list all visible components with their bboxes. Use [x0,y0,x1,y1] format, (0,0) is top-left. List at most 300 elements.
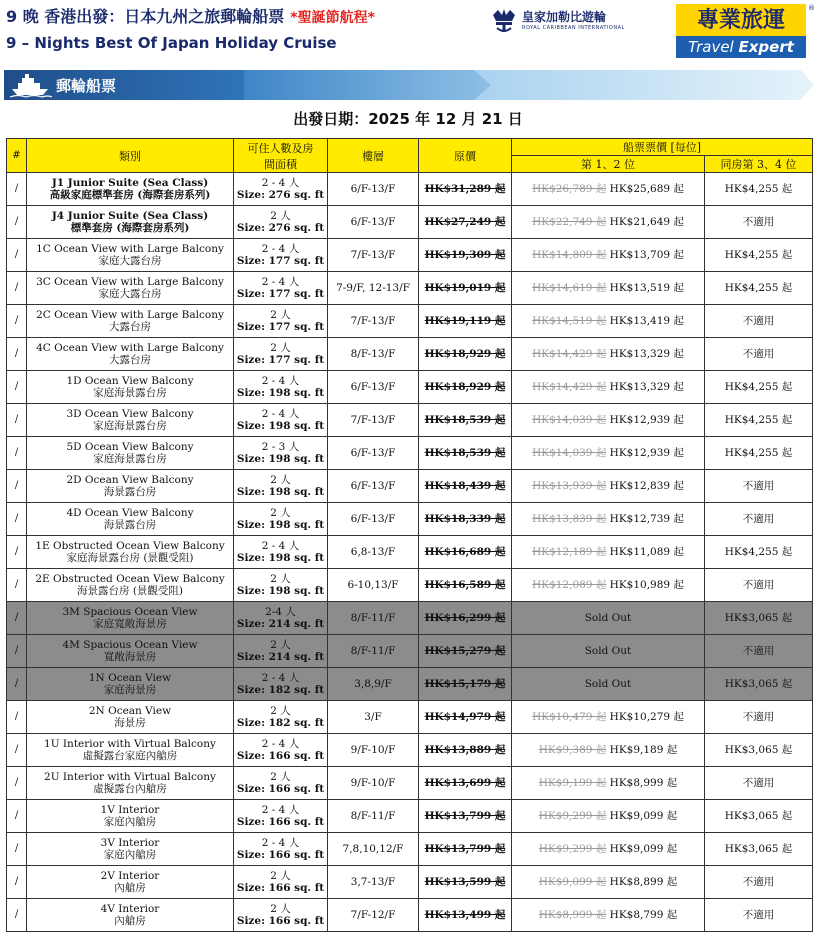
header-category: 類別 [27,139,234,173]
price-third-fourth: 不適用 [705,866,813,899]
row-hash: / [7,503,27,536]
sold-out-status: Sold Out [512,668,705,701]
row-hash: / [7,668,27,701]
deck-cell: 7/F-13/F [328,239,419,272]
original-price: HK$15,179 起 [419,668,512,701]
price-third-fourth: HK$4,255 起 [705,272,813,305]
capacity-cell [234,338,328,371]
cabin-name-en: 4C Ocean View with Large Balcony [36,342,224,354]
original-price: HK$18,539 起 [419,404,512,437]
deck-cell: 7/F-13/F [328,404,419,437]
cabin-name-en: 1N Ocean View [88,672,172,684]
cabin-size: Size: 214 sq. ft [236,651,325,663]
cabin-name-cn: 大露台房 [109,354,151,366]
price-third-fourth: HK$4,255 起 [705,437,813,470]
table-row [7,404,813,437]
occupancy: 2 - 4 人 [261,276,300,288]
row-hash: / [7,734,27,767]
cabin-name-en: 1D Ocean View Balcony [66,375,194,387]
now-price: HK$13,329 起 [609,381,684,393]
original-price: HK$13,499 起 [419,899,512,932]
cabin-name-en: 1C Ocean View with Large Balcony [36,243,224,255]
now-price: HK$13,419 起 [609,315,684,327]
deck-cell: 8/F-11/F [328,800,419,833]
now-price: HK$11,089 起 [609,546,684,558]
occupancy: 2 人 [270,507,291,519]
occupancy: 2 - 4 人 [261,375,300,387]
cabin-category [27,899,234,932]
was-price: HK$14,429 起 [532,348,607,360]
row-hash: / [7,206,27,239]
royal-caribbean-name: 皇家加勒比遊輪 [522,10,607,24]
cabin-category [27,371,234,404]
occupancy: 2 - 4 人 [261,243,300,255]
cabin-name-en: 2D Ocean View Balcony [66,474,194,486]
travel-expert-logo [676,4,806,58]
row-hash: / [7,371,27,404]
cabin-size: Size: 276 sq. ft [236,189,325,201]
price-first-two [512,734,705,767]
now-price: HK$8,999 起 [609,777,678,789]
cabin-name-en: 2V Interior [100,870,160,882]
cabin-size: Size: 166 sq. ft [236,750,325,762]
original-price: HK$13,699 起 [419,767,512,800]
occupancy: 2 人 [270,309,291,321]
cabin-name-cn: 家庭海景房 [103,684,157,696]
cabin-size: Size: 166 sq. ft [236,849,325,861]
was-price: HK$14,429 起 [532,381,607,393]
table-row [7,338,813,371]
original-price: HK$18,929 起 [419,338,512,371]
deck-cell: 9/F-10/F [328,734,419,767]
cabin-name-cn: 虛擬露台內艙房 [93,783,167,795]
deck-cell: 6/F-13/F [328,371,419,404]
royal-caribbean-subtitle: ROYAL CARIBBEAN INTERNATIONAL [522,25,625,31]
was-price: HK$14,039 起 [532,414,607,426]
was-price: HK$9,299 起 [538,843,607,855]
original-price: HK$18,539 起 [419,437,512,470]
capacity-cell [234,602,328,635]
cabin-name-cn: 家庭海景露台房 [93,387,167,399]
table-row [7,866,813,899]
table-row [7,206,813,239]
price-third-fourth: HK$4,255 起 [705,239,813,272]
original-price: HK$18,929 起 [419,371,512,404]
cabin-size: Size: 177 sq. ft [236,255,325,267]
header-original-price: 原價 [419,139,512,173]
cabin-name-cn: 家庭寬敞海景房 [93,618,167,630]
was-price: HK$13,939 起 [532,480,607,492]
table-row [7,635,813,668]
price-third-fourth: HK$4,255 起 [705,536,813,569]
cabin-category [27,701,234,734]
row-hash: / [7,602,27,635]
cabin-size: Size: 177 sq. ft [236,288,325,300]
cabin-name-cn: 家庭海景露台房 [93,420,167,432]
header-hash: # [7,139,27,173]
now-price: HK$12,839 起 [609,480,684,492]
deck-cell: 6/F-13/F [328,173,419,206]
price-third-fourth: 不適用 [705,206,813,239]
row-hash: / [7,767,27,800]
occupancy: 2 - 4 人 [261,672,300,684]
cabin-name-cn: 家庭大露台房 [98,255,162,267]
now-price: HK$12,739 起 [609,513,684,525]
was-price: HK$14,619 起 [532,282,607,294]
occupancy: 2 - 4 人 [261,540,300,552]
cabin-category [27,272,234,305]
cabin-category [27,503,234,536]
row-hash: / [7,437,27,470]
price-third-fourth: 不適用 [705,569,813,602]
price-third-fourth: 不適用 [705,701,813,734]
price-first-two [512,305,705,338]
travel-expert-en: Travel Expert [688,38,794,56]
deck-cell: 8/F-13/F [328,338,419,371]
title-cn: 9 晚 香港出發：日本九州之旅郵輪船票 [6,7,285,26]
table-row [7,833,813,866]
capacity-cell [234,173,328,206]
price-first-two [512,569,705,602]
capacity-cell [234,470,328,503]
cabin-name-en: 3V Interior [100,837,160,849]
deck-cell: 7/F-12/F [328,899,419,932]
price-third-fourth: HK$3,065 起 [705,800,813,833]
cabin-name-cn: 海景露台房 (景觀受阻) [76,585,184,597]
cabin-category [27,239,234,272]
cabin-name-cn: 高級家庭標準套房 (海際套房系列) [49,189,211,201]
table-row [7,305,813,338]
cabin-size: Size: 177 sq. ft [236,354,325,366]
cabin-name-en: 2U Interior with Virtual Balcony [44,771,216,783]
capacity-cell [234,767,328,800]
was-price: HK$14,039 起 [532,447,607,459]
price-third-fourth: HK$4,255 起 [705,371,813,404]
table-row [7,536,813,569]
table-row [7,899,813,932]
cabin-size: Size: 182 sq. ft [236,717,325,729]
cabin-category [27,866,234,899]
cabin-size: Size: 198 sq. ft [236,552,325,564]
was-price: HK$9,199 起 [538,777,607,789]
was-price: HK$12,089 起 [532,579,607,591]
capacity-cell [234,371,328,404]
cabin-category [27,635,234,668]
deck-cell: 8/F-11/F [328,602,419,635]
occupancy: 2 人 [270,210,291,222]
deck-cell: 9/F-10/F [328,767,419,800]
cabin-name-en: 4V Interior [100,903,160,915]
capacity-cell [234,866,328,899]
now-price: HK$9,099 起 [609,810,678,822]
was-price: HK$14,809 起 [532,249,607,261]
capacity-cell [234,899,328,932]
cabin-size: Size: 214 sq. ft [236,618,325,630]
cabin-name-en: 1U Interior with Virtual Balcony [44,738,216,750]
now-price: HK$21,649 起 [609,216,684,228]
cabin-category [27,470,234,503]
cabin-category [27,602,234,635]
row-hash: / [7,635,27,668]
table-row [7,602,813,635]
deck-cell: 8/F-11/F [328,635,419,668]
row-hash: / [7,800,27,833]
price-third-fourth: HK$3,065 起 [705,833,813,866]
deck-cell: 3,8,9/F [328,668,419,701]
was-price: HK$9,299 起 [538,810,607,822]
price-first-two [512,272,705,305]
cabin-name-cn: 海景房 [114,717,146,729]
cabin-size: Size: 198 sq. ft [236,585,325,597]
price-third-fourth: HK$3,065 起 [705,734,813,767]
deck-cell: 7/F-13/F [328,305,419,338]
cabin-category [27,767,234,800]
table-row [7,173,813,206]
table-row [7,668,813,701]
original-price: HK$13,799 起 [419,833,512,866]
royal-caribbean-logo [490,6,640,36]
cabin-category [27,338,234,371]
capacity-cell [234,833,328,866]
deck-cell: 6/F-13/F [328,437,419,470]
now-price: HK$12,939 起 [609,447,684,459]
occupancy: 2 人 [270,705,291,717]
cabin-name-en: J1 Junior Suite (Sea Class) [51,177,209,189]
header-capacity: 可住人數及房 間面積 [234,139,328,173]
occupancy: 2 - 4 人 [261,804,300,816]
table-row [7,503,813,536]
cabin-size: Size: 166 sq. ft [236,783,325,795]
price-first-two [512,206,705,239]
row-hash: / [7,470,27,503]
cabin-size: Size: 166 sq. ft [236,816,325,828]
table-row [7,239,813,272]
was-price: HK$26,789 起 [532,183,607,195]
row-hash: / [7,833,27,866]
now-price: HK$10,279 起 [609,711,684,723]
row-hash: / [7,305,27,338]
deck-cell: 6/F-13/F [328,206,419,239]
capacity-cell [234,536,328,569]
original-price: HK$18,339 起 [419,503,512,536]
price-first-two [512,536,705,569]
occupancy: 2 人 [270,474,291,486]
price-third-fourth: HK$4,255 起 [705,404,813,437]
occupancy: 2 人 [270,573,291,585]
deck-cell: 7,8,10,12/F [328,833,419,866]
original-price: HK$15,279 起 [419,635,512,668]
cabin-name-cn: 大露台房 [109,321,151,333]
price-third-fourth: 不適用 [705,767,813,800]
price-first-two [512,371,705,404]
departure-date: 出發日期：2025 年 12 月 21 日 [293,110,523,128]
deck-cell: 6,8-13/F [328,536,419,569]
price-first-two [512,437,705,470]
row-hash: / [7,404,27,437]
cabin-name-en: 2C Ocean View with Large Balcony [36,309,224,321]
capacity-cell [234,800,328,833]
was-price: HK$13,839 起 [532,513,607,525]
cabin-category [27,569,234,602]
original-price: HK$14,979 起 [419,701,512,734]
cabin-category [27,437,234,470]
now-price: HK$12,939 起 [609,414,684,426]
occupancy: 2 - 4 人 [261,837,300,849]
was-price: HK$14,519 起 [532,315,607,327]
capacity-cell [234,635,328,668]
original-price: HK$31,289 起 [419,173,512,206]
cabin-name-en: 1V Interior [100,804,160,816]
occupancy: 2 人 [270,771,291,783]
capacity-cell [234,503,328,536]
occupancy: 2 - 4 人 [261,738,300,750]
table-row [7,272,813,305]
capacity-cell [234,239,328,272]
cabin-size: Size: 198 sq. ft [236,486,325,498]
row-hash: / [7,272,27,305]
cabin-size: Size: 198 sq. ft [236,420,325,432]
original-price: HK$13,599 起 [419,866,512,899]
price-third-fourth: 不適用 [705,470,813,503]
cabin-size: Size: 177 sq. ft [236,321,325,333]
price-first-two [512,899,705,932]
banner-label: 郵輪船票 [56,77,117,95]
table-row [7,800,813,833]
fare-table [6,138,813,932]
row-hash: / [7,536,27,569]
now-price: HK$9,189 起 [609,744,678,756]
price-first-two [512,503,705,536]
table-row [7,470,813,503]
cabin-name-cn: 內艙房 [114,915,146,927]
table-row [7,734,813,767]
original-price: HK$18,439 起 [419,470,512,503]
was-price: HK$22,749 起 [532,216,607,228]
was-price: HK$9,099 起 [538,876,607,888]
cruise-ship-icon [8,72,52,98]
table-row [7,767,813,800]
table-row [7,701,813,734]
cabin-category [27,536,234,569]
original-price: HK$19,019 起 [419,272,512,305]
deck-cell: 6/F-13/F [328,470,419,503]
row-hash: / [7,866,27,899]
price-first-two [512,800,705,833]
cabin-name-cn: 內艙房 [114,882,146,894]
price-third-fourth: HK$3,065 起 [705,602,813,635]
deck-cell: 7-9/F, 12-13/F [328,272,419,305]
now-price: HK$10,989 起 [609,579,684,591]
price-third-fourth: 不適用 [705,305,813,338]
cabin-name-cn: 標準套房 (海際套房系列) [70,222,190,234]
table-row [7,569,813,602]
was-price: HK$9,389 起 [538,744,607,756]
cabin-name-cn: 海景露台房 [103,519,157,531]
sold-out-status: Sold Out [512,635,705,668]
cabin-category [27,206,234,239]
cabin-size: Size: 166 sq. ft [236,915,325,927]
was-price: HK$10,479 起 [532,711,607,723]
capacity-cell [234,569,328,602]
header-fare: 船票票價 [每位] [512,139,813,156]
price-first-two [512,701,705,734]
price-third-fourth: 不適用 [705,899,813,932]
price-first-two [512,833,705,866]
capacity-cell [234,272,328,305]
occupancy: 2 - 3 人 [261,441,300,453]
cabin-category [27,668,234,701]
original-price: HK$16,299 起 [419,602,512,635]
price-third-fourth: 不適用 [705,338,813,371]
occupancy: 2 人 [270,903,291,915]
occupancy: 2 - 4 人 [261,177,300,189]
cabin-name-cn: 虛擬露台家庭內艙房 [82,750,178,762]
occupancy: 2 人 [270,639,291,651]
price-third-fourth: 不適用 [705,635,813,668]
section-banner [4,70,814,100]
cabin-name-en: 2E Obstructed Ocean View Balcony [35,573,225,585]
page-subtitle: 9 – Nights Best Of Japan Holiday Cruise [6,34,337,52]
header-third-fourth: 同房第 3、4 位 [705,156,813,173]
sold-out-status: Sold Out [512,602,705,635]
price-first-two [512,404,705,437]
original-price: HK$19,309 起 [419,239,512,272]
cabin-size: Size: 198 sq. ft [236,453,325,465]
christmas-tag: *聖誕節航程* [290,10,375,26]
cabin-size: Size: 198 sq. ft [236,387,325,399]
row-hash: / [7,173,27,206]
cabin-name-cn: 海景露台房 [103,486,157,498]
cabin-name-en: 5D Ocean View Balcony [66,441,194,453]
original-price: HK$16,689 起 [419,536,512,569]
cabin-name-en: 4D Ocean View Balcony [66,507,194,519]
now-price: HK$8,899 起 [609,876,678,888]
original-price: HK$13,799 起 [419,800,512,833]
cabin-size: Size: 276 sq. ft [236,222,325,234]
capacity-cell [234,701,328,734]
row-hash: / [7,569,27,602]
capacity-cell [234,404,328,437]
deck-cell: 3/F [328,701,419,734]
cabin-size: Size: 182 sq. ft [236,684,325,696]
cabin-category [27,404,234,437]
cabin-name-cn: 家庭海景露台房 (景觀受阻) [66,552,194,564]
occupancy: 2 人 [270,342,291,354]
deck-cell: 3,7-13/F [328,866,419,899]
cabin-name-cn: 家庭內艙房 [103,849,157,861]
crown-anchor-icon [490,6,518,34]
price-third-fourth: 不適用 [705,503,813,536]
travel-expert-cn: 專業旅運 [676,4,806,36]
was-price: HK$12,189 起 [532,546,607,558]
table-row [7,437,813,470]
page-title [6,4,375,27]
capacity-cell [234,305,328,338]
cabin-name-en: 1E Obstructed Ocean View Balcony [35,540,225,552]
cabin-category [27,734,234,767]
cabin-category [27,305,234,338]
capacity-cell [234,734,328,767]
row-hash: / [7,239,27,272]
registered-mark: ® [808,4,815,12]
header-deck: 樓層 [328,139,419,173]
cabin-name-en: 4M Spacious Ocean View [62,639,198,651]
now-price: HK$13,519 起 [609,282,684,294]
cabin-category [27,173,234,206]
cabin-name-cn: 家庭海景露台房 [93,453,167,465]
occupancy: 2 人 [270,870,291,882]
now-price: HK$8,799 起 [609,909,678,921]
